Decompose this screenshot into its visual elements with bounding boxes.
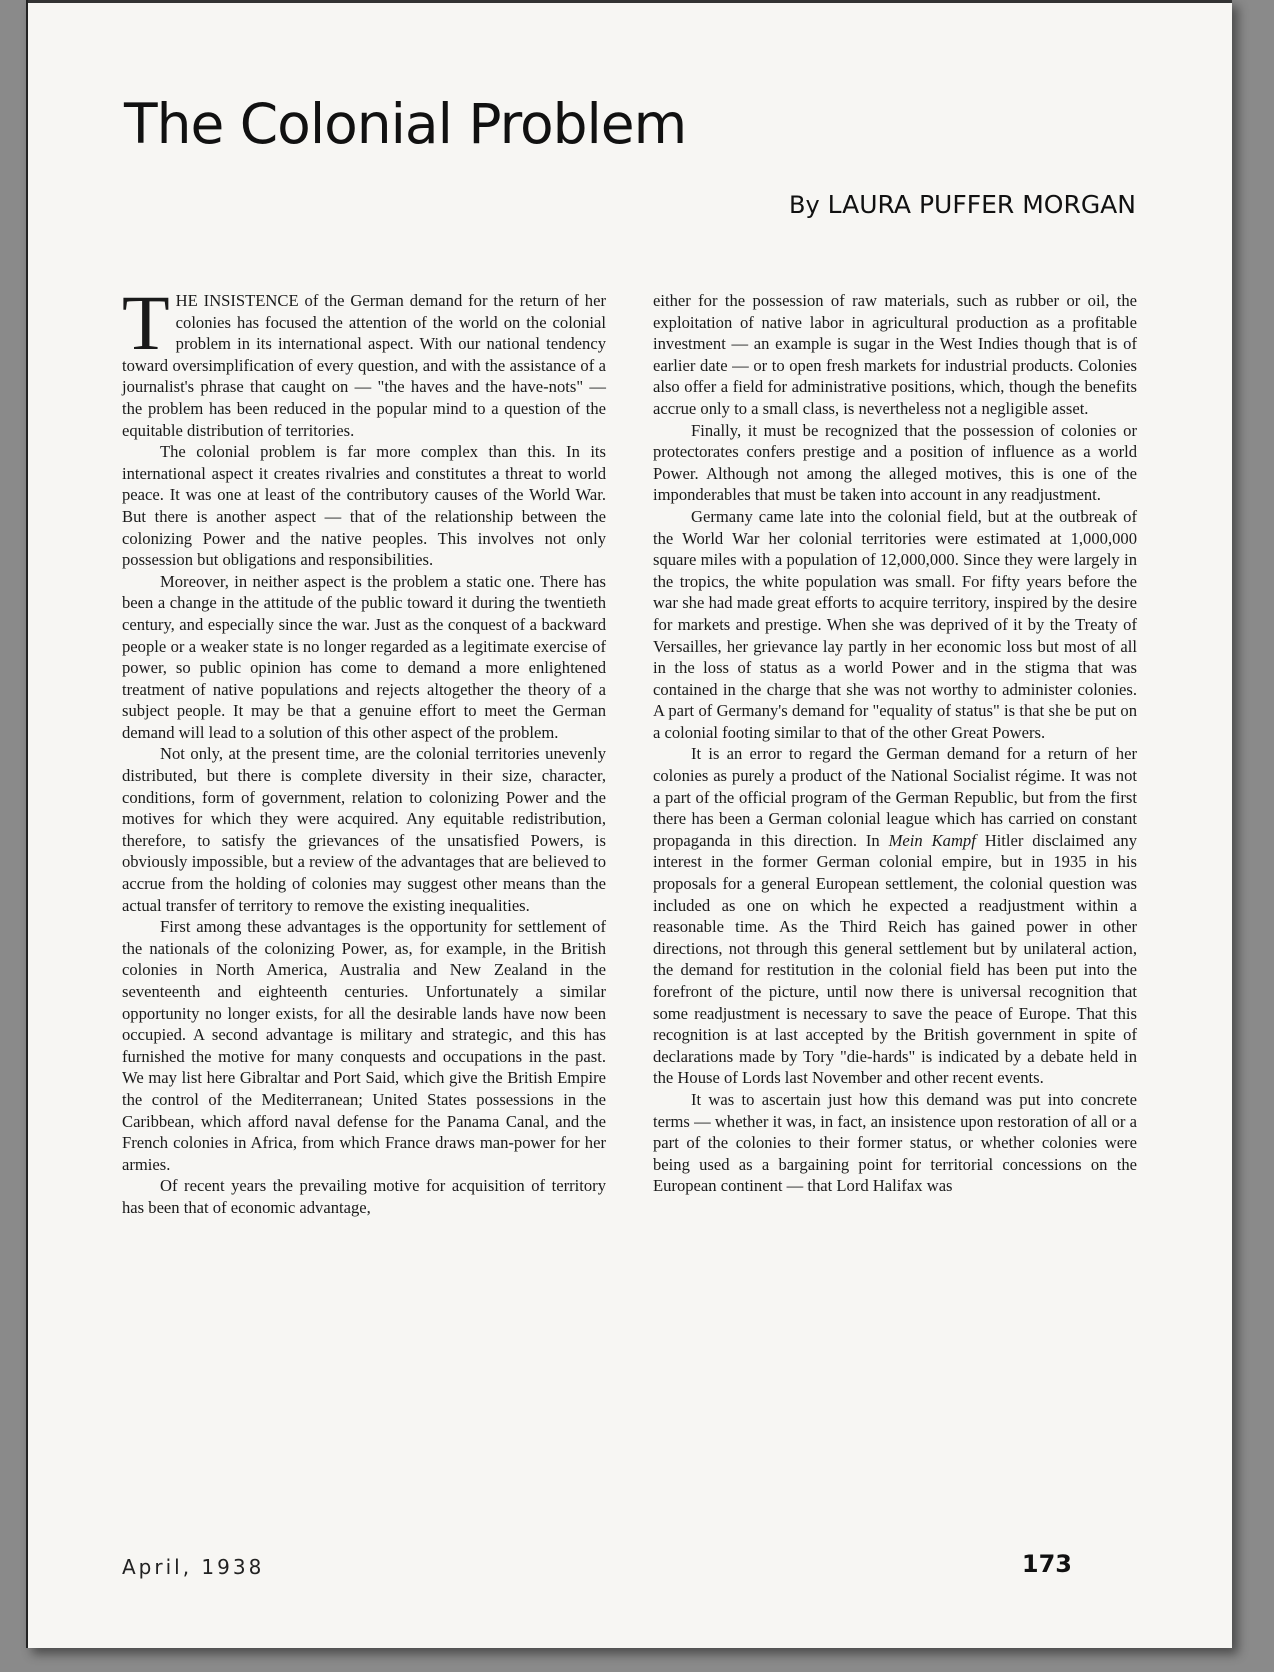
- paragraph-text: Hitler disclaimed any interest in the former German colonial empire, but in 1935 in his proposals for a general European settlement, the colonial question was included as one on which he expected a readjustment within a reasonable time. As the Third Reich has gained power in other directions, not through this general settlement but by unilateral action, the demand for restitution in the colonial field has been put into the forefront of the picture, until now there is universal recognition that some readjustment is necessary to save the peace of Europe. That this recognition is at last accepted by the British government in spite of declarations made by Tory "die-hards" is indicated by a debate held in the House of Lords last November and other recent events.: [653, 830, 1138, 1088]
- paragraph: [122, 279, 606, 441]
- article-title: The Colonial Problem: [124, 92, 687, 156]
- paragraph: [653, 743, 1137, 1089]
- top-rule: [28, 0, 1232, 3]
- paragraph: Finally, it must be recognized that the possession of colonies or protectorates confers prestige and a position of influence as a world Power. Although not among the alleged motives, this is one of the imponderables that must be taken into account in any readjustment.: [653, 420, 1137, 505]
- page-number: 173: [1021, 1550, 1072, 1578]
- paragraph: Not only, at the present time, are the colonial territories unevenly distributed, but there is complete diversity in their size, character, conditions, form of government, relation to colonizing Power and the motives for which they were acquired. Any equitable redistribution, therefore, to satisfy the grievances of the unsatisfied Powers, is obviously impossible, but a review of the advantages that are believed to accrue from the holding of colonies may suggest other means than the actual transfer of territory to remove the existing inequalities.: [122, 744, 606, 915]
- lead-caps: HE INSISTENCE: [175, 291, 299, 310]
- drop-cap: T: [122, 279, 170, 366]
- paragraph: The colonial problem is far more complex than this. In its international aspect it creates rivalries and constitutes a threat to world peace. It was one at least of the contributory causes of the World War. But there is another aspect — that of the relationship between the colonizing Power and the native peoples. This involves not only possession but obligations and responsibilities.: [122, 442, 606, 570]
- paragraph: Moreover, in neither aspect is the problem a static one. There has been a change in the attitude of the public toward it during the twentieth century, and especially since the war. Just as the conquest of a backward people or a weaker state is no longer regarded as a legitimate exercise of power, so public opinion has come to demand a more enlightened treatment of native populations and rejects altogether the theory of a subject people. It may be that a genuine effort to meet the German demand will lead to a solution of this other aspect of the problem.: [122, 571, 606, 742]
- paragraph: Of recent years the prevailing motive for acquisition of territory has been that of economic advantage,: [122, 1176, 606, 1217]
- paragraph-text: It is an error to regard the German demand for a return of her colonies as purely a product of the National Socialist régime. It was not a part of the official program of the German Republic, but from the first there has been a German colonial league which has carried on constant propaganda in this direction. In: [653, 744, 1137, 850]
- paragraph-text: of the German demand for the return of her colonies has focused the attention of the world on the colonial problem in its international aspect. With our national tendency toward oversimplification of every question, and with the assistance of a journalist's phrase that caught on — "the haves and the have-nots" — the problem has been reduced in the popular mind to a question of the equitable distribution of territories.: [122, 291, 606, 440]
- left-column: [122, 279, 606, 1219]
- issue-date: April, 1938: [122, 1555, 265, 1579]
- paragraph: either for the possession of raw materials, such as rubber or oil, the exploitation of native labor in agricultural production as a profitable investment — an example is sugar in the West Indies though that is of earlier date — or to open fresh markets for industrial products. Colonies also offer a field for administrative positions, which, though the benefits accrue only to a small class, is nevertheless not a negligible asset.: [653, 291, 1137, 418]
- paragraph: Germany came late into the colonial field, but at the outbreak of the World War her colonial territories were estimated at 1,000,000 square miles with a population of 12,000,000. Since they were largely in the tropics, the white population was small. For fifty years before the war she had made great efforts to acquire territory, inspired by the desire for markets and prestige. When she was deprived of it by the Treaty of Versailles, her grievance lay partly in her economic loss but most of all in the loss of status as a world Power and in the stigma that was contained in the charge that she was not worthy to administer colonies. A part of Germany's demand for "equality of status" is that she be put on a colonial footing similar to that of the other Great Powers.: [653, 506, 1137, 742]
- magazine-page: [26, 0, 1232, 1648]
- paragraph: First among these advantages is the opportunity for settlement of the nationals of the colonizing Power, as, for example, in the British colonies in North America, Australia and New Zealand in the seventeenth and eighteenth centuries. Unfortunately a similar opportunity no longer exists, for all the desirable lands have now been occupied. A second advantage is military and strategic, and this has furnished the motive for many conquests and occupations in the past. We may list here Gibraltar and Port Said, which give the British Empire the control of the Mediterranean; United States possessions in the Caribbean, which afford naval defense for the Panama Canal, and the French colonies in Africa, from which France draws man-power for her armies.: [122, 917, 606, 1174]
- book-title: Mein Kampf: [888, 830, 976, 850]
- byline: [789, 190, 1136, 219]
- paragraph: It was to ascertain just how this demand was put into concrete terms — whether it was, in fact, an insistence upon restoration of all or a part of the colonies to their former status, or whether colonies were being used as a bargaining point for territorial concessions on the European continent — that Lord Halifax was: [653, 1089, 1137, 1196]
- author-name: LAURA PUFFER MORGAN: [827, 190, 1136, 219]
- right-column: [653, 290, 1137, 1197]
- byline-prefix: By: [789, 191, 820, 219]
